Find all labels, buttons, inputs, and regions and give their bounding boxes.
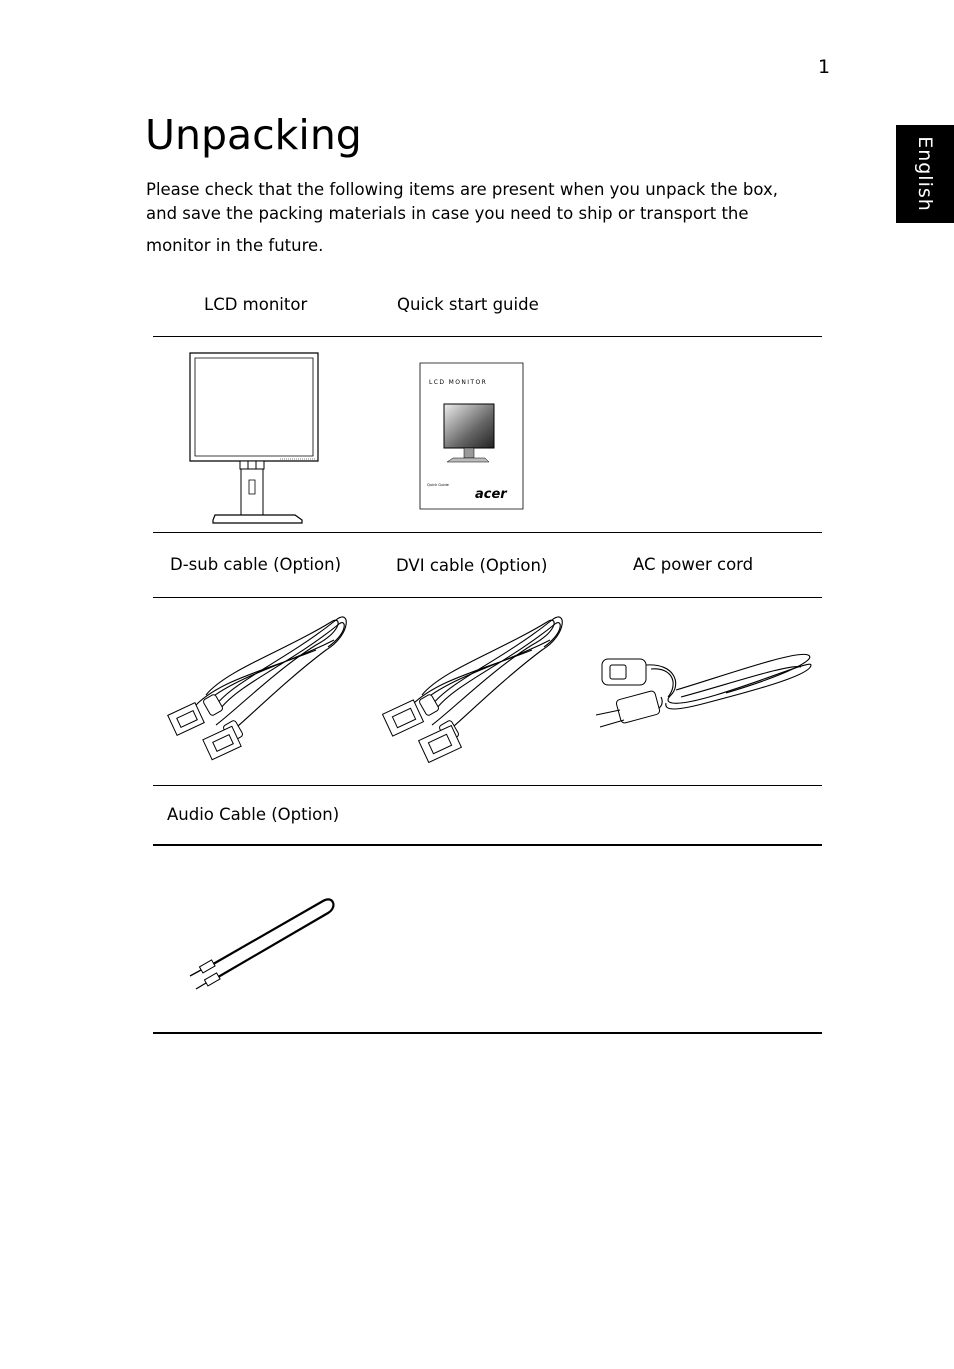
language-tab: [896, 125, 954, 223]
intro-line-1: Please check that the following items are present when you unpack the box,: [146, 180, 778, 199]
table-rule: [153, 597, 822, 598]
dvi-cable-icon: [382, 610, 568, 768]
quick-guide-icon: [419, 362, 524, 510]
label-audio-cable: Audio Cable (Option): [167, 805, 340, 824]
table-rule: [153, 844, 822, 846]
label-ac-power-cord: AC power cord: [633, 555, 754, 574]
label-dsub-cable: D-sub cable (Option): [170, 555, 342, 574]
label-dvi-cable: DVI cable (Option): [396, 556, 548, 575]
intro-paragraph: [146, 178, 816, 258]
power-cord-icon: [596, 645, 816, 737]
table-rule: [153, 785, 822, 786]
table-rule: [153, 1032, 822, 1034]
table-rule: [153, 532, 822, 533]
table-rule: [153, 336, 822, 337]
page-number: 1: [818, 56, 831, 78]
language-tab-label: English: [914, 136, 936, 212]
intro-line-3: monitor in the future.: [146, 236, 324, 255]
dsub-cable-icon: [166, 610, 352, 768]
lcd-monitor-icon: [185, 350, 310, 528]
guide-heading: LCD MONITOR: [429, 379, 488, 386]
guide-brand: acer: [475, 487, 507, 502]
page-title: Unpacking: [145, 111, 362, 159]
guide-subtitle: Quick Guide: [427, 483, 449, 487]
intro-line-2: and save the packing materials in case you need to ship or transport the: [146, 204, 749, 223]
audio-cable-icon: [188, 895, 338, 995]
label-lcd-monitor: LCD monitor: [204, 295, 308, 314]
label-quick-start-guide: Quick start guide: [397, 295, 539, 314]
